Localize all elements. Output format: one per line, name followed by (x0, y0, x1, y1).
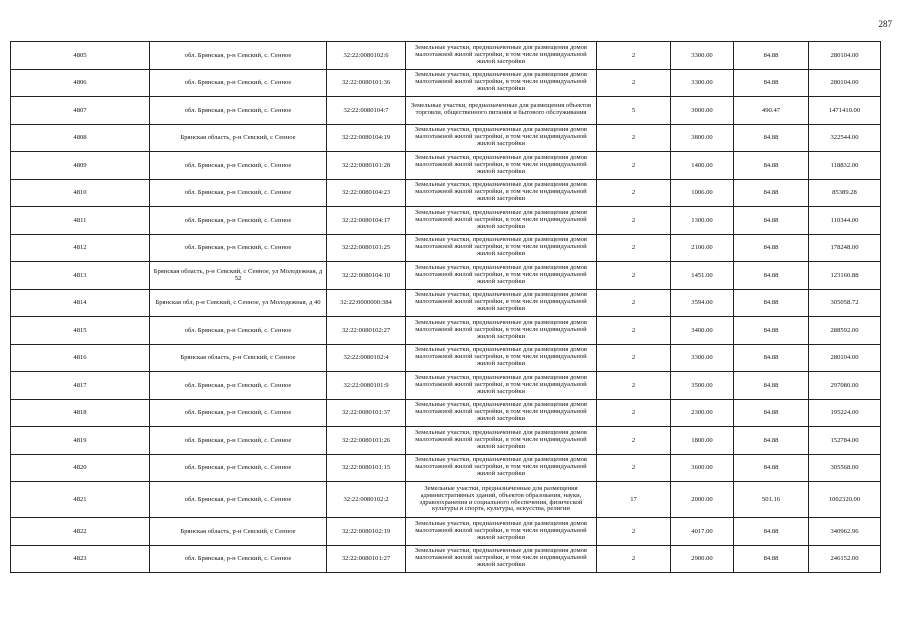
cadastral-value-cell: 195224.00 (809, 399, 881, 427)
row-number: 4808 (11, 124, 150, 152)
group-cell: 2 (597, 207, 671, 235)
cadastral-number-cell: 32:22:0080101:9 (327, 372, 406, 400)
table-row (11, 152, 881, 180)
cadastral-number-cell: 32:22:0080104:19 (327, 124, 406, 152)
group-cell: 2 (597, 317, 671, 345)
cadastral-number-cell: 32:22:0080101:28 (327, 152, 406, 180)
address-cell: обл. Брянская, р-н Севский, с. Сенное (150, 179, 327, 207)
row-number: 4820 (11, 454, 150, 482)
cadastral-value-cell: 110344.00 (809, 207, 881, 235)
row-number: 4818 (11, 399, 150, 427)
cadastral-number-cell: 32:22:0080102:19 (327, 518, 406, 546)
group-cell: 5 (597, 97, 671, 125)
address-cell: обл. Брянская, р-н Севский, с. Сенное (150, 454, 327, 482)
cadastral-value-cell: 280104.00 (809, 344, 881, 372)
row-number: 4805 (11, 42, 150, 70)
rate-cell: 84.88 (734, 234, 809, 262)
area-cell: 1300.00 (671, 207, 734, 235)
table-row (11, 372, 881, 400)
rate-cell: 84.88 (734, 545, 809, 573)
cadastral-number-cell: 32:22:0080101:36 (327, 69, 406, 97)
group-cell: 2 (597, 179, 671, 207)
area-cell: 4017.00 (671, 518, 734, 546)
land-use-cell: Земельные участки, предназначенные для размещения домов малоэтажной жилой застройки, в том числе индивидуальной жилой застройки (406, 234, 597, 262)
cadastral-value-cell: 288592.00 (809, 317, 881, 345)
group-cell: 2 (597, 344, 671, 372)
table-row (11, 344, 881, 372)
land-use-cell: Земельные участки, предназначенные для размещения домов малоэтажной жилой застройки, в том числе индивидуальной жилой застройки (406, 545, 597, 573)
area-cell: 2300.00 (671, 399, 734, 427)
table-row (11, 124, 881, 152)
row-number: 4813 (11, 262, 150, 290)
group-cell: 2 (597, 124, 671, 152)
land-use-cell: Земельные участки, предназначенные для размещения домов малоэтажной жилой застройки, в том числе индивидуальной жилой застройки (406, 42, 597, 70)
group-cell: 17 (597, 482, 671, 518)
cadastral-number-cell: 32:22:0080104:17 (327, 207, 406, 235)
rate-cell: 84.88 (734, 454, 809, 482)
area-cell: 2100.00 (671, 234, 734, 262)
table-row (11, 262, 881, 290)
area-cell: 2000.00 (671, 482, 734, 518)
land-use-cell: Земельные участки, предназначенные для размещения домов малоэтажной жилой застройки, в том числе индивидуальной жилой застройки (406, 207, 597, 235)
rate-cell: 84.88 (734, 69, 809, 97)
group-cell: 2 (597, 262, 671, 290)
rate-cell: 84.88 (734, 427, 809, 455)
group-cell: 2 (597, 518, 671, 546)
group-cell: 2 (597, 69, 671, 97)
rate-cell: 84.88 (734, 399, 809, 427)
table-row (11, 69, 881, 97)
rate-cell: 84.88 (734, 289, 809, 317)
area-cell: 3500.00 (671, 372, 734, 400)
row-number: 4817 (11, 372, 150, 400)
table-row (11, 545, 881, 573)
cadastral-number-cell: 32:22:0080102:4 (327, 344, 406, 372)
land-use-cell: Земельные участки, предназначенные для размещения домов малоэтажной жилой застройки, в том числе индивидуальной жилой застройки (406, 124, 597, 152)
rate-cell: 84.88 (734, 124, 809, 152)
row-number: 4816 (11, 344, 150, 372)
table-row (11, 97, 881, 125)
group-cell: 2 (597, 545, 671, 573)
land-plot-table (10, 41, 881, 573)
cadastral-value-cell: 280104.00 (809, 42, 881, 70)
land-use-cell: Земельные участки, предназначенные для размещения домов малоэтажной жилой застройки, в том числе индивидуальной жилой застройки (406, 152, 597, 180)
address-cell: обл. Брянская, р-н Севский, с. Сенное (150, 317, 327, 345)
cadastral-value-cell: 1002320.00 (809, 482, 881, 518)
area-cell: 3300.00 (671, 344, 734, 372)
land-use-cell: Земельные участки, предназначенные для размещения домов малоэтажной жилой застройки, в том числе индивидуальной жилой застройки (406, 317, 597, 345)
area-cell: 3400.00 (671, 317, 734, 345)
rate-cell: 490.47 (734, 97, 809, 125)
cadastral-value-cell: 305058.72 (809, 289, 881, 317)
group-cell: 2 (597, 289, 671, 317)
cadastral-value-cell: 322544.00 (809, 124, 881, 152)
cadastral-number-cell: 32:22:0080102:2 (327, 482, 406, 518)
group-cell: 2 (597, 234, 671, 262)
cadastral-number-cell: 32:22:0080101:26 (327, 427, 406, 455)
cadastral-value-cell: 340962.96 (809, 518, 881, 546)
table-row (11, 427, 881, 455)
address-cell: обл. Брянская, р-н Севский, с. Сенное (150, 372, 327, 400)
address-cell: Брянская область, р-н Севский, с Сенное (150, 518, 327, 546)
group-cell: 2 (597, 152, 671, 180)
area-cell: 1400.00 (671, 152, 734, 180)
cadastral-number-cell: 32:22:0000000:384 (327, 289, 406, 317)
area-cell: 3800.00 (671, 124, 734, 152)
address-cell: Брянская область, р-н Севский, с Сенное (150, 124, 327, 152)
cadastral-value-cell: 280104.00 (809, 69, 881, 97)
area-cell: 3000.00 (671, 97, 734, 125)
land-use-cell: Земельные участки, предназначенные для размещения домов малоэтажной жилой застройки, в том числе индивидуальной жилой застройки (406, 344, 597, 372)
rate-cell: 84.88 (734, 317, 809, 345)
page-number: 287 (878, 19, 892, 29)
group-cell: 2 (597, 427, 671, 455)
area-cell: 3300.00 (671, 42, 734, 70)
cadastral-number-cell: 32:22:0080104:10 (327, 262, 406, 290)
land-use-cell: Земельные участки, предназначенные для размещения домов малоэтажной жилой застройки, в том числе индивидуальной жилой застройки (406, 179, 597, 207)
land-use-cell: Земельные участки, предназначенные для размещения домов малоэтажной жилой застройки, в том числе индивидуальной жилой застройки (406, 289, 597, 317)
row-number: 4823 (11, 545, 150, 573)
address-cell: Брянская обл, р-н Севский, с Сенное, ул Молодежная, д 40 (150, 289, 327, 317)
row-number: 4815 (11, 317, 150, 345)
area-cell: 3600.00 (671, 454, 734, 482)
cadastral-value-cell: 118832.00 (809, 152, 881, 180)
group-cell: 2 (597, 42, 671, 70)
area-cell: 1006.00 (671, 179, 734, 207)
area-cell: 1451.00 (671, 262, 734, 290)
address-cell: обл. Брянская, р-н Севский, с. Сенное (150, 399, 327, 427)
cadastral-number-cell: 32:22:0080104:23 (327, 179, 406, 207)
land-use-cell: Земельные участки, предназначенные для размещения домов малоэтажной жилой застройки, в том числе индивидуальной жилой застройки (406, 399, 597, 427)
address-cell: обл. Брянская, р-н Севский, с. Сенное (150, 234, 327, 262)
address-cell: обл. Брянская, р-н Севский, с. Сенное (150, 482, 327, 518)
cadastral-number-cell: 32:22:0080101:37 (327, 399, 406, 427)
cadastral-number-cell: 32:22:0080102:27 (327, 317, 406, 345)
table-body (11, 42, 881, 573)
cadastral-value-cell: 297080.00 (809, 372, 881, 400)
table-row (11, 234, 881, 262)
area-cell: 1800.00 (671, 427, 734, 455)
group-cell: 2 (597, 399, 671, 427)
address-cell: Брянская область, р-н Севский, с Сенное, ул Молодежная, д 52 (150, 262, 327, 290)
area-cell: 3594.00 (671, 289, 734, 317)
table-row (11, 289, 881, 317)
cadastral-value-cell: 305568.00 (809, 454, 881, 482)
table-row (11, 207, 881, 235)
land-use-cell: Земельные участки, предназначенные для размещения домов малоэтажной жилой застройки, в том числе индивидуальной жилой застройки (406, 262, 597, 290)
table-row (11, 317, 881, 345)
address-cell: обл. Брянская, р-н Севский, с. Сенное (150, 97, 327, 125)
area-cell: 2900.00 (671, 545, 734, 573)
land-use-cell: Земельные участки, предназначенные для размещения административных зданий, объектов образования, науки, здравоохранения и социального обеспечения, физической культуры и спорта, культуры, искусства, религии (406, 482, 597, 518)
cadastral-value-cell: 178248.00 (809, 234, 881, 262)
row-number: 4814 (11, 289, 150, 317)
row-number: 4806 (11, 69, 150, 97)
row-number: 4807 (11, 97, 150, 125)
cadastral-value-cell: 246152.00 (809, 545, 881, 573)
address-cell: обл. Брянская, р-н Севский, с. Сенное (150, 207, 327, 235)
address-cell: обл. Брянская, р-н Севский, с. Сенное (150, 152, 327, 180)
address-cell: обл. Брянская, р-н Севский, с. Сенное (150, 545, 327, 573)
table-row (11, 399, 881, 427)
address-cell: обл. Брянская, р-н Севский, с. Сенное (150, 69, 327, 97)
rate-cell: 84.88 (734, 207, 809, 235)
cadastral-number-cell: 32:22:0080101:25 (327, 234, 406, 262)
row-number: 4819 (11, 427, 150, 455)
cadastral-value-cell: 85389.28 (809, 179, 881, 207)
land-use-cell: Земельные участки, предназначенные для размещения домов малоэтажной жилой застройки, в том числе индивидуальной жилой застройки (406, 372, 597, 400)
group-cell: 2 (597, 454, 671, 482)
table-row (11, 518, 881, 546)
address-cell: обл. Брянская, р-н Севский, с. Сенное (150, 42, 327, 70)
rate-cell: 84.88 (734, 179, 809, 207)
rate-cell: 84.88 (734, 344, 809, 372)
cadastral-number-cell: 32:22:0080101:27 (327, 545, 406, 573)
cadastral-value-cell: 123160.88 (809, 262, 881, 290)
land-use-cell: Земельные участки, предназначенные для размещения домов малоэтажной жилой застройки, в том числе индивидуальной жилой застройки (406, 427, 597, 455)
rate-cell: 501.16 (734, 482, 809, 518)
cadastral-number-cell: 32:22:0080104:7 (327, 97, 406, 125)
row-number: 4811 (11, 207, 150, 235)
land-use-cell: Земельные участки, предназначенные для размещения домов малоэтажной жилой застройки, в том числе индивидуальной жилой застройки (406, 69, 597, 97)
rate-cell: 84.88 (734, 518, 809, 546)
rate-cell: 84.88 (734, 42, 809, 70)
cadastral-value-cell: 152784.00 (809, 427, 881, 455)
rate-cell: 84.88 (734, 262, 809, 290)
table-row (11, 482, 881, 518)
table-row (11, 179, 881, 207)
address-cell: обл. Брянская, р-н Севский, с. Сенное (150, 427, 327, 455)
land-use-cell: Земельные участки, предназначенные для размещения домов малоэтажной жилой застройки, в том числе индивидуальной жилой застройки (406, 454, 597, 482)
land-use-cell: Земельные участки, предназначенные для размещения объектов торговли, общественного питания и бытового обслуживания (406, 97, 597, 125)
group-cell: 2 (597, 372, 671, 400)
row-number: 4822 (11, 518, 150, 546)
row-number: 4821 (11, 482, 150, 518)
cadastral-number-cell: 32:22:0080101:15 (327, 454, 406, 482)
rate-cell: 84.88 (734, 372, 809, 400)
rate-cell: 84.88 (734, 152, 809, 180)
land-use-cell: Земельные участки, предназначенные для размещения домов малоэтажной жилой застройки, в том числе индивидуальной жилой застройки (406, 518, 597, 546)
address-cell: Брянская область, р-н Севский, с Сенное (150, 344, 327, 372)
row-number: 4810 (11, 179, 150, 207)
table-row (11, 42, 881, 70)
table-row (11, 454, 881, 482)
area-cell: 3300.00 (671, 69, 734, 97)
row-number: 4809 (11, 152, 150, 180)
cadastral-value-cell: 1471410.00 (809, 97, 881, 125)
cadastral-number-cell: 32:22:0080102:6 (327, 42, 406, 70)
row-number: 4812 (11, 234, 150, 262)
